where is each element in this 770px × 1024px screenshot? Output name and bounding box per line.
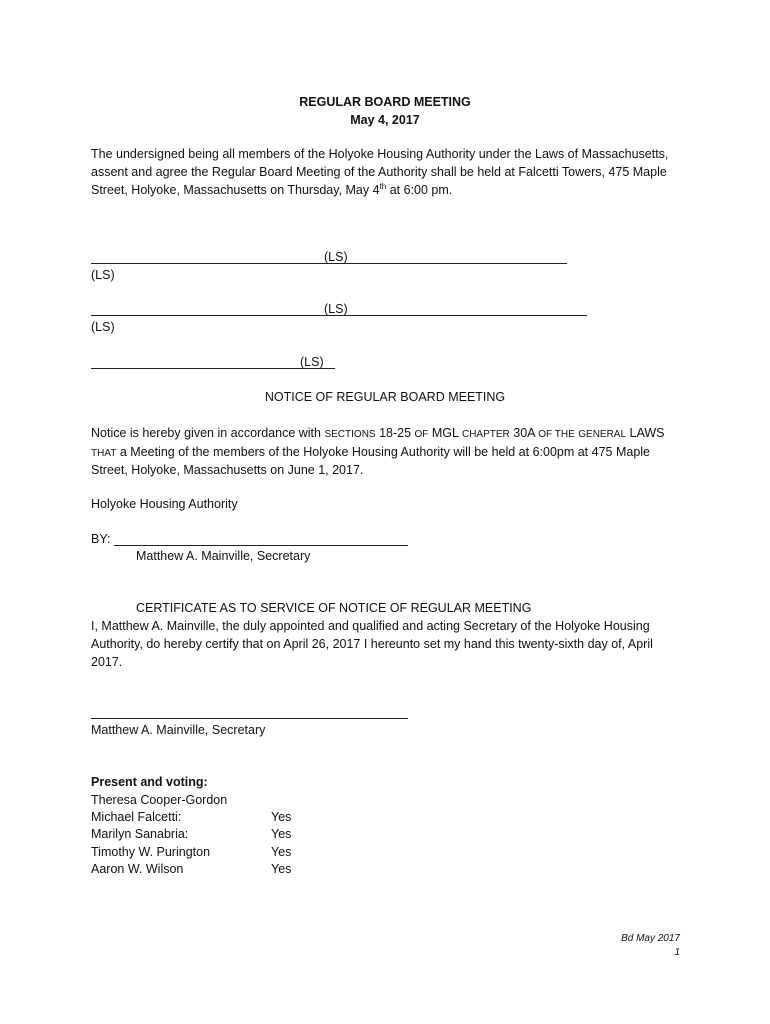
notice-line-3: Street, Holyoke, Massachusetts on June 1, 2017. [91, 463, 364, 477]
member-name: Aaron W. Wilson [91, 862, 184, 876]
ls-mark-2b: (LS) [91, 320, 115, 334]
certificate-heading: CERTIFICATE AS TO SERVICE OF NOTICE OF REGULAR MEETING [136, 601, 532, 615]
certificate-signer: Matthew A. Mainville, Secretary [91, 723, 266, 737]
page-number: 1 [674, 947, 680, 958]
ls-mark-1: (LS) [324, 250, 348, 264]
intro-line-3-time: at 6:00 pm. [386, 183, 453, 197]
footer-label: Bd May 2017 [621, 933, 680, 944]
notice-smallcaps: THAT [91, 448, 117, 459]
notice-heading: NOTICE OF REGULAR BOARD MEETING [264, 390, 506, 404]
by-signature-line [114, 545, 408, 546]
member-name: Michael Falcetti: [91, 810, 182, 824]
notice-text: LAWS [626, 426, 665, 440]
notice-text: Notice is hereby given in accordance with [91, 426, 325, 440]
notice-text: 18-25 [375, 426, 415, 440]
notice-smallcaps: OF [414, 429, 429, 440]
document-title: REGULAR BOARD MEETING [299, 95, 471, 109]
certificate-line-1: I, Matthew A. Mainville, the duly appointed and qualified and acting Secretary of the Holyoke Housing [91, 619, 650, 633]
organization-name: Holyoke Housing Authority [91, 497, 238, 511]
notice-signer: Matthew A. Mainville, Secretary [136, 549, 311, 563]
notice-smallcaps: OF THE [538, 429, 575, 440]
member-vote: Yes [271, 845, 292, 859]
signature-line-3 [91, 368, 335, 369]
member-vote: Yes [271, 862, 292, 876]
member-vote: Yes [271, 827, 292, 841]
intro-line-3-text: Street, Holyoke, Massachusetts on Thursday, May 4 [91, 183, 380, 197]
notice-line-2 [91, 445, 650, 459]
member-name: Timothy W. Purington [91, 845, 211, 859]
notice-text: 30A [509, 426, 539, 440]
notice-smallcaps: CHAPTER [461, 429, 510, 440]
voting-heading: Present and voting: [91, 775, 208, 789]
notice-smallcaps: GENERAL [578, 429, 627, 440]
notice-text: MGL [428, 426, 462, 440]
intro-line-2: assent and agree the Regular Board Meeting of the Authority shall be held at Falcetti Towers, 475 Maple [91, 165, 667, 179]
ls-mark-1b: (LS) [91, 268, 115, 282]
certificate-line-2: Authority, do hereby certify that on April 26, 2017 I hereunto set my hand this twenty-sixth day of, April [91, 637, 653, 651]
certificate-line-3: 2017. [91, 655, 123, 669]
notice-smallcaps: SECTIONS [324, 429, 376, 440]
notice-line-1 [91, 426, 664, 440]
member-name: Theresa Cooper-Gordon [91, 793, 228, 807]
intro-line-1: The undersigned being all members of the Holyoke Housing Authority under the Laws of Massachusetts, [91, 147, 669, 161]
certificate-signature-line [91, 718, 408, 719]
ls-mark-3: (LS) [300, 355, 324, 369]
member-vote: Yes [271, 810, 292, 824]
by-label: BY: [91, 532, 111, 546]
meeting-date: May 4, 2017 [350, 113, 420, 127]
intro-line-3 [91, 183, 452, 197]
ls-mark-2: (LS) [324, 302, 348, 316]
notice-text: a Meeting of the members of the Holyoke Housing Authority will be held at 6:00pm at 475 Maple [116, 445, 651, 459]
member-name: Marilyn Sanabria: [91, 827, 189, 841]
ordinal-suffix: th [379, 181, 387, 191]
